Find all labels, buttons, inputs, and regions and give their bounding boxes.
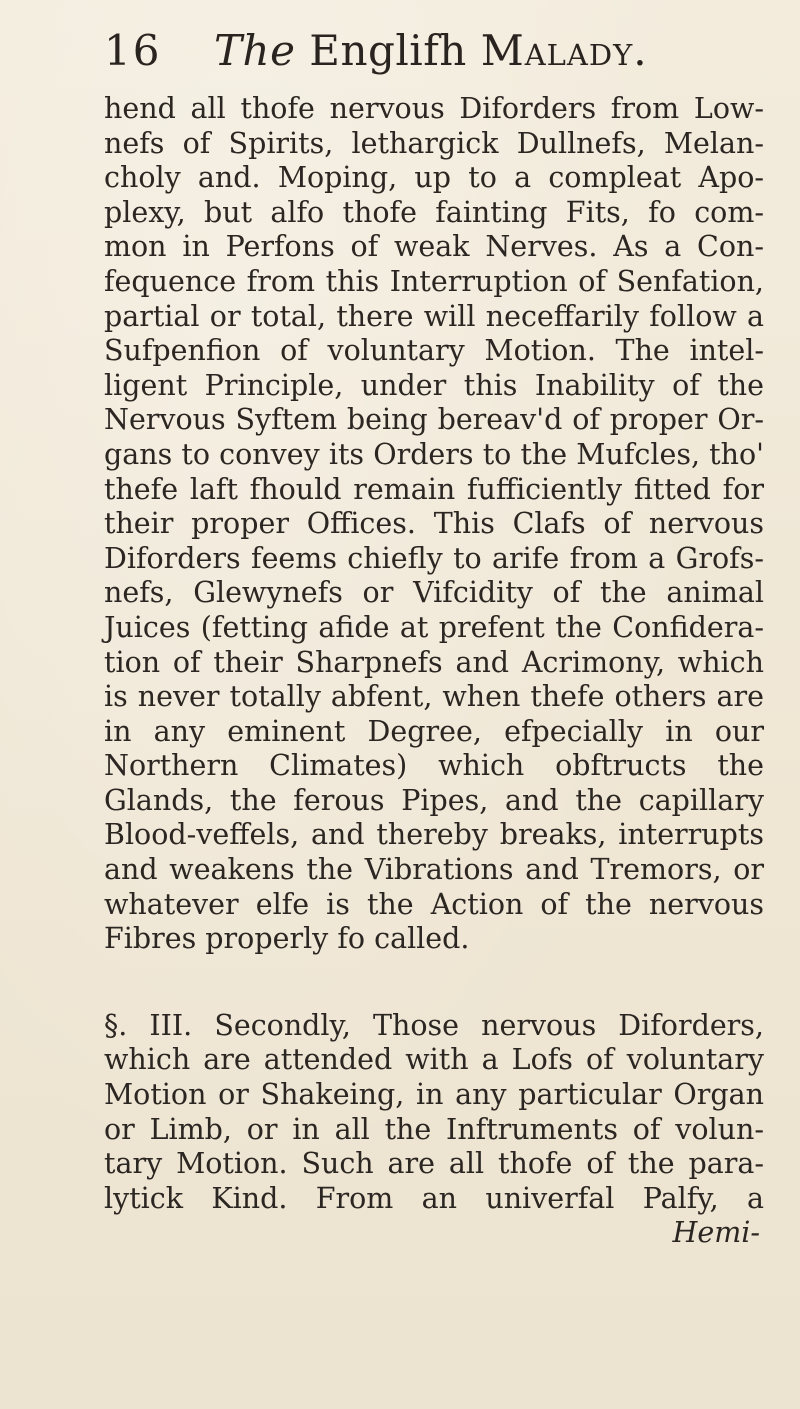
text-line: tion of their Sharpnefs and Acrimony, which xyxy=(104,645,764,679)
page-number: 16 xyxy=(104,26,162,75)
text-line: choly and. Moping, up to a compleat Apo- xyxy=(104,161,764,195)
text-line: is never totally abfent, when thefe others are xyxy=(104,680,764,714)
text-line: Juices (fetting afide at prefent the Confidera- xyxy=(104,610,764,644)
running-title-malady: Malady. xyxy=(480,26,648,75)
text-line: Glands, the ferous Pipes, and the capillary xyxy=(104,783,764,817)
text-line: Northern Climates) which obftructs the xyxy=(104,749,764,783)
text-line: Fibres properly fo called. xyxy=(104,922,470,956)
running-title-englifh: Englifh xyxy=(309,26,467,75)
text-line: which are attended with a Lofs of voluntary xyxy=(104,1043,764,1077)
text-line: whatever elfe is the Action of the nervous xyxy=(104,887,764,921)
text-line: and weakens the Vibrations and Tremors, or xyxy=(104,853,764,887)
paragraph-2 xyxy=(104,1009,764,1217)
text-line: ligent Principle, under this Inability of the xyxy=(104,368,764,402)
text-line: nefs of Spirits, lethargick Dullnefs, Melan- xyxy=(104,126,764,160)
text-line: fequence from this Interruption of Senfation, xyxy=(104,264,764,298)
text-line: Blood-veffels, and thereby breaks, interrupts xyxy=(104,818,764,852)
text-line: plexy, but alfo thofe fainting Fits, fo com- xyxy=(104,195,764,229)
text-line: thefe laft fhould remain fufficiently fitted for xyxy=(104,472,764,506)
text-line: or Limb, or in all the Inftruments of volun- xyxy=(104,1112,764,1146)
text-line: §. III. Secondly, Those nervous Diforders, xyxy=(104,1008,764,1042)
text-line: partial or total, there will neceffarily follow a xyxy=(104,299,764,333)
running-head xyxy=(104,18,744,82)
text-line: in any eminent Degree, efpecially in our xyxy=(104,714,764,748)
text-line: nefs, Glewynefs or Vifcidity of the animal xyxy=(104,576,764,610)
paragraph-gap xyxy=(104,957,764,1009)
body-text xyxy=(104,92,764,1251)
running-title xyxy=(214,26,648,75)
text-line: gans to convey its Orders to the Mufcles, tho' xyxy=(104,437,764,471)
text-line: hend all thofe nervous Diforders from Low- xyxy=(104,92,764,125)
running-title-the: The xyxy=(214,26,296,75)
text-line: their proper Offices. This Clafs of nervous xyxy=(104,507,764,541)
catchword: Hemi- xyxy=(672,1216,760,1250)
text-line: lytick Kind. From an univerfal Palfy, a xyxy=(104,1181,764,1215)
text-line: Nervous Syftem being bereav'd of proper Or- xyxy=(104,403,764,437)
text-line: Sufpenfion of voluntary Motion. The intel- xyxy=(104,334,764,368)
text-line: tary Motion. Such are all thofe of the para- xyxy=(104,1147,764,1181)
text-line: Diforders feems chiefly to arife from a Grofs- xyxy=(104,541,764,575)
text-line: mon in Perfons of weak Nerves. As a Con- xyxy=(104,230,764,264)
paragraph-1 xyxy=(104,92,764,957)
text-line: Motion or Shakeing, in any particular Organ xyxy=(104,1078,764,1112)
